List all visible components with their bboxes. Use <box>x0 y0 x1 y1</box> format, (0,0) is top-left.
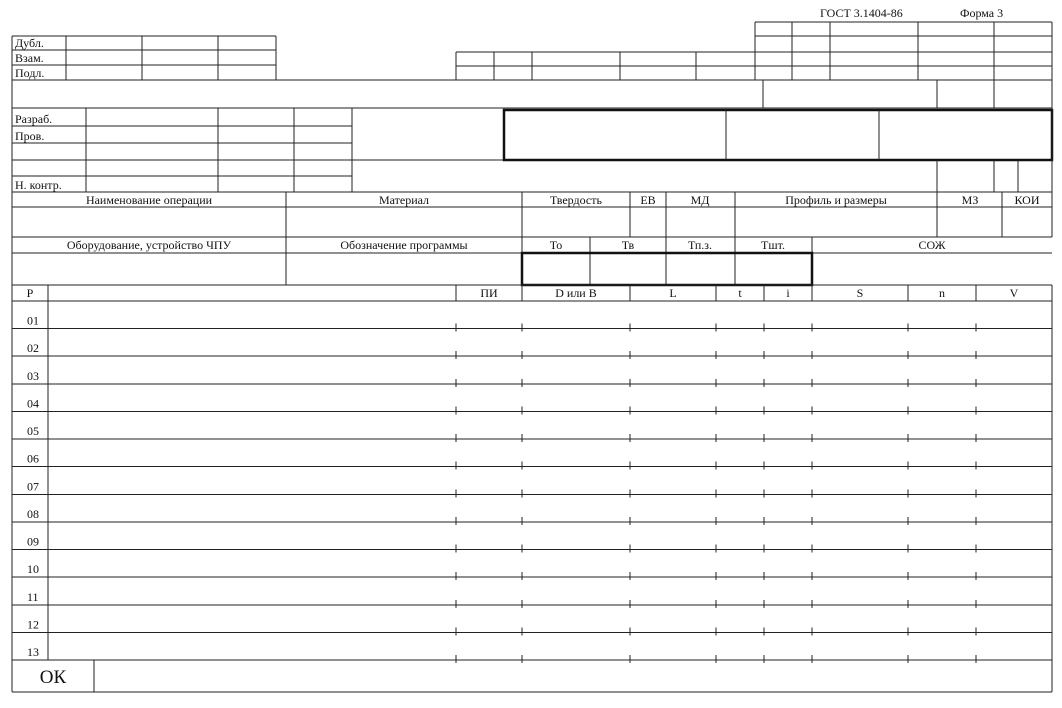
operation-header: Наименование операции <box>85 193 213 207</box>
dubl-label: Дубл. <box>15 36 44 50</box>
nkontr-label: Н. контр. <box>15 178 62 192</box>
detail-box <box>504 110 1052 160</box>
table-grid <box>12 285 1052 663</box>
col-l: L <box>669 286 677 300</box>
col-d: D или В <box>555 286 597 300</box>
equipment-row <box>12 237 1052 285</box>
row-number: 06 <box>27 451 39 466</box>
row-number: 01 <box>27 313 39 328</box>
standard-label: ГОСТ 3.1404-86 <box>820 6 903 20</box>
row-number: 13 <box>27 645 39 659</box>
row-number: 11 <box>27 589 39 604</box>
col-v: V <box>1009 286 1019 300</box>
stamp-block <box>12 36 276 80</box>
row-number: 12 <box>27 617 39 632</box>
prov-label: Пров. <box>15 129 45 143</box>
to-header: То <box>549 238 563 252</box>
program-header: Обозначение программы <box>340 238 468 252</box>
koi-header: КОИ <box>1014 193 1040 207</box>
main-table <box>12 285 1052 692</box>
row-number: 09 <box>27 534 39 549</box>
row-labels <box>27 314 39 659</box>
col-p: Р <box>26 286 34 300</box>
mz-header: МЗ <box>961 193 979 207</box>
soj-header: СОЖ <box>918 238 946 252</box>
form-label: Форма 3 <box>960 6 1004 20</box>
equipment-header: Оборудование, устройство ЧПУ <box>66 238 232 252</box>
profile-header: Профиль и размеры <box>785 193 887 207</box>
ok-label: ОК <box>39 667 67 688</box>
signature-block <box>12 108 1052 192</box>
tpz-header: Тп.з. <box>687 238 713 252</box>
tsht-header: Тшт. <box>761 238 785 252</box>
md-header: МД <box>690 193 710 207</box>
tv-header: Тв <box>621 238 635 252</box>
row-number: 03 <box>27 368 39 383</box>
col-i: i <box>786 286 790 300</box>
row-number: 07 <box>27 479 39 494</box>
row-number: 02 <box>27 341 39 356</box>
col-s: S <box>856 286 864 300</box>
podl-label: Подл. <box>15 66 45 80</box>
vzam-label: Взам. <box>15 51 44 65</box>
time-box <box>522 253 812 285</box>
col-t: t <box>738 286 742 300</box>
header-block <box>456 6 1052 80</box>
row-number: 10 <box>27 562 39 577</box>
row-number: 05 <box>27 424 39 439</box>
col-pi: ПИ <box>480 286 498 300</box>
material-header: Материал <box>378 193 430 207</box>
row-number: 08 <box>27 506 39 521</box>
razrab-label: Разраб. <box>15 112 53 126</box>
row-number: 04 <box>27 396 39 411</box>
ev-header: ЕВ <box>640 193 656 207</box>
col-n: n <box>939 286 945 300</box>
hardness-header: Твердость <box>550 193 602 207</box>
